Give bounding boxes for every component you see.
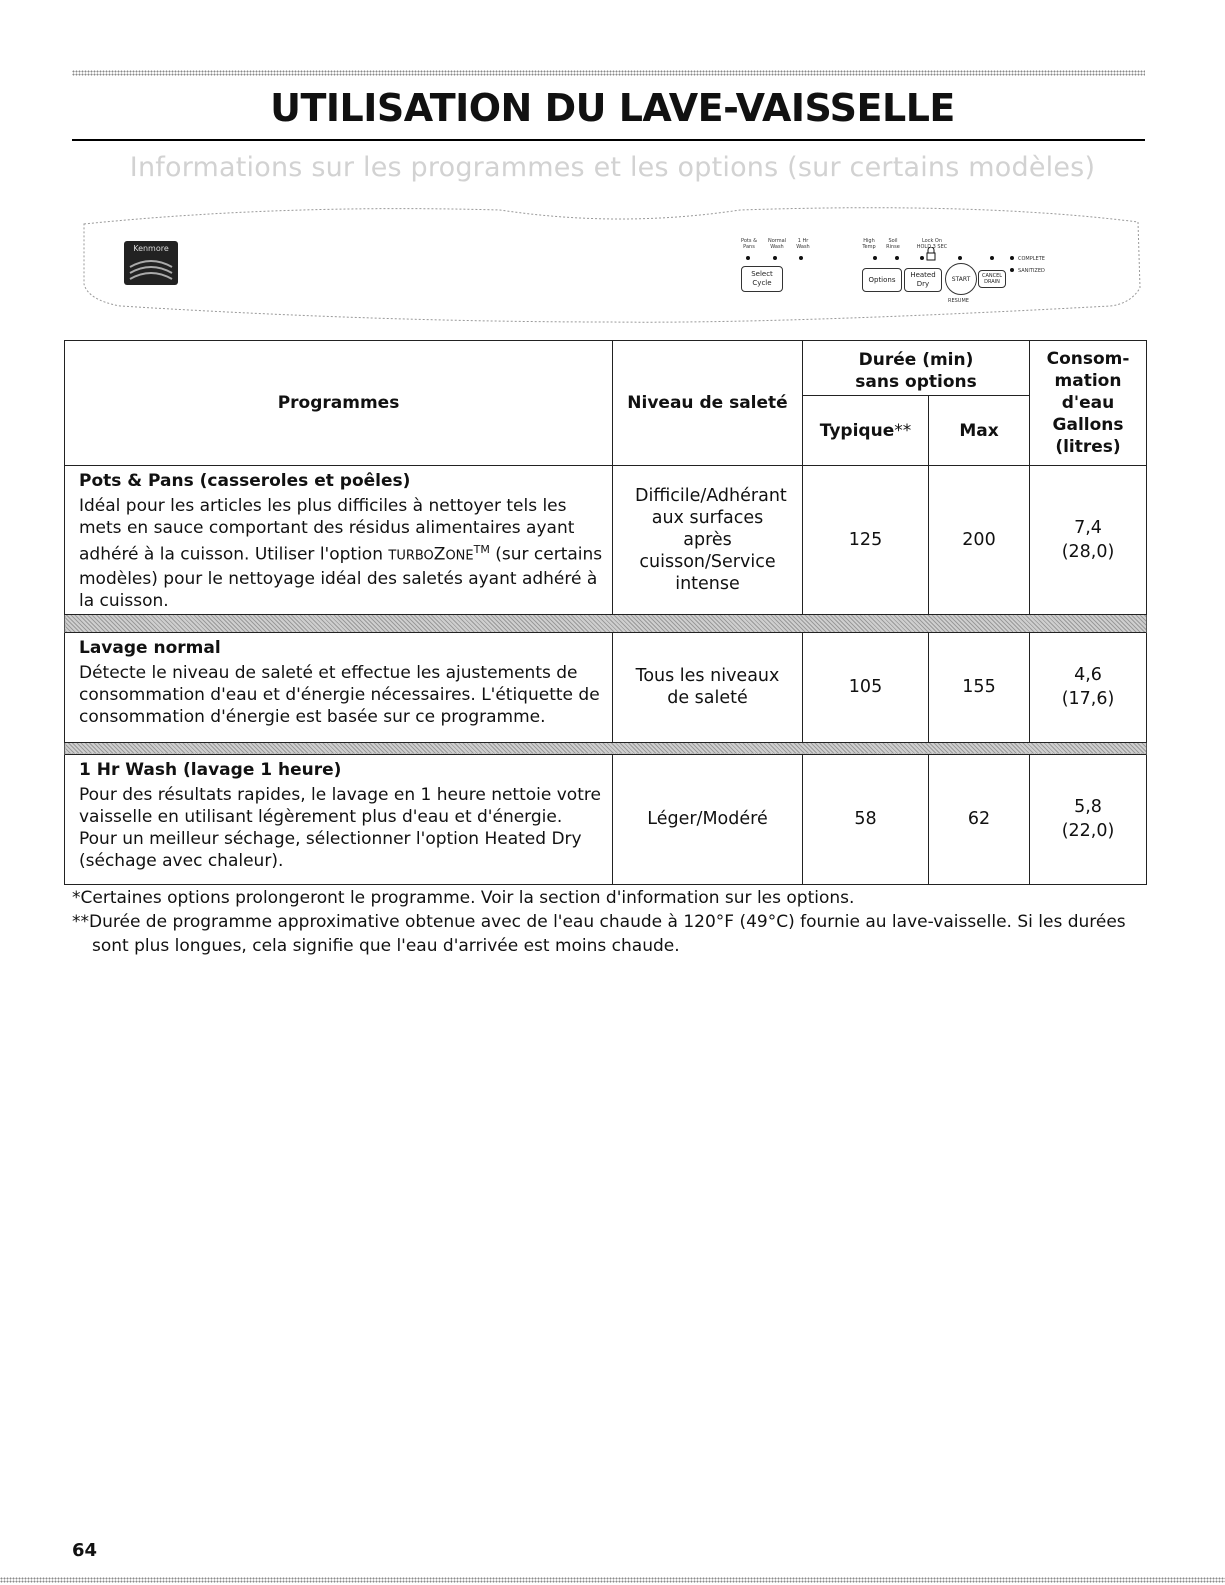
row-1hr-max: 62 (929, 754, 1030, 884)
row-separator (65, 614, 1147, 632)
lock-icon (926, 247, 936, 261)
row-normal-max: 155 (929, 632, 1030, 742)
row-1hr-gallons: 5,8 (1074, 797, 1102, 818)
footnote-2: **Durée de programme approximative obtenue avec de l'eau chaude à 120°F (49°C) fournie au lave-vaisselle. Si les durées sont plus longues, cela signifie que l'eau d'arrivée est moins chaude. (72, 912, 1126, 956)
row-1hr-litres: (22,0) (1061, 821, 1115, 842)
header-duree-label: Durée (min) sans options (855, 350, 977, 392)
heated-dry-button[interactable]: Heated Dry (904, 268, 942, 292)
table-row (65, 632, 1147, 742)
header-typique-label: Typique (819, 420, 895, 441)
indicator-5 (990, 256, 994, 260)
row-normal-litres: (17,6) (1061, 689, 1115, 710)
indicator-4 (958, 256, 962, 260)
row-normal-niveau: Tous les niveaux de saleté (613, 632, 803, 742)
page-number: 64 (72, 1540, 98, 1561)
complete-indicator (1010, 256, 1014, 260)
row-pots-pans-desc (65, 466, 613, 615)
cycle-label-normal: Normal Wash (767, 238, 787, 250)
header-conso (1030, 341, 1147, 466)
row-normal-gallons: 4,6 (1074, 665, 1102, 686)
row-pots-pans-text: Idéal pour les articles les plus difficiles à nettoyer tels les mets en sauce comportant des résidus alimentaires ayant adhéré à la cuisson. Utiliser l'option TURBOZONE™ (sur certains modèles) pour le nettoyage idéal des saletés ayant adhéré à la cuisson. (79, 496, 603, 611)
option-indicator-3 (920, 256, 924, 260)
row-normal-text: Détecte le niveau de saleté et effectue les ajustements de consommation d'eau et d'énergie nécessaires. L'étiquette de consommation d'énergie est basée sur ce programme. (79, 662, 600, 727)
cycle-indicator-2 (773, 256, 777, 260)
row-normal-typique: 105 (803, 632, 929, 742)
title-underline (72, 139, 1145, 141)
table-row (65, 466, 1147, 615)
row-1hr-typique: 58 (803, 754, 929, 884)
cycle-label-1hr: 1 Hr Wash (796, 238, 810, 250)
resume-label: RESUME (948, 298, 969, 304)
row-1hr-desc (65, 754, 613, 884)
option-label-soil-rinse: Soil Rinse (886, 238, 900, 250)
row-separator (65, 742, 1147, 754)
row-1hr-conso (1030, 754, 1147, 884)
section-subtitle: Informations sur les programmes et les options (sur certains modèles) (129, 152, 1096, 183)
bottom-dotted-rule (0, 1577, 1225, 1583)
cycle-indicator-3 (799, 256, 803, 260)
header-max: Max (929, 396, 1030, 466)
option-indicator-1 (873, 256, 877, 260)
header-typique-mark: ** (894, 420, 912, 441)
cycle-indicator-1 (746, 256, 750, 260)
row-1hr-niveau: Léger/Modéré (613, 754, 803, 884)
row-pots-pans-typique: 125 (803, 466, 929, 615)
row-normal-conso (1030, 632, 1147, 742)
row-pots-pans-conso (1030, 466, 1147, 615)
complete-label: COMPLETE (1018, 256, 1045, 262)
cycle-label-pots-pans: Pots & Pans (741, 238, 757, 250)
row-normal-desc (65, 632, 613, 742)
row-pots-pans-niveau: Difficile/Adhérant aux surfaces après cuisson/Service intense (613, 466, 803, 615)
row-pots-pans-litres: (28,0) (1061, 541, 1115, 562)
table-row (65, 754, 1147, 884)
option-indicator-2 (895, 256, 899, 260)
top-dotted-rule (72, 70, 1145, 76)
footnote-1: *Certaines options prolongeront le programme. Voir la section d'information sur les options. (72, 888, 855, 908)
header-typique (803, 396, 929, 466)
header-conso-label: Consom- mation d'eau Gallons (litres) (1046, 349, 1130, 457)
program-table (64, 340, 1147, 885)
start-button[interactable] (945, 263, 977, 295)
row-1hr-text: Pour des résultats rapides, le lavage en 1 heure nettoie votre vaisselle en utilisant légèrement plus d'eau et d'énergie. Pour un meilleur séchage, sélectionner l'option Heated Dry (séchage avec chaleur). (79, 784, 601, 871)
start-button-label: START (951, 275, 971, 283)
control-panel-illustration (80, 196, 1145, 330)
kenmore-logo: Kenmore (124, 241, 178, 285)
select-cycle-button[interactable]: Select Cycle (741, 266, 783, 292)
option-label-lock: Lock On HOLD 3 SEC (916, 238, 948, 250)
option-label-high-temp: High Temp (862, 238, 876, 250)
footnotes (72, 886, 1142, 958)
options-button[interactable]: Options (862, 268, 902, 292)
sanitized-indicator (1010, 268, 1014, 272)
cancel-drain-button[interactable]: CANCEL DRAIN (978, 270, 1006, 288)
header-programmes: Programmes (65, 341, 613, 466)
row-pots-pans-name: Pots & Pans (casseroles et poêles) (79, 471, 411, 491)
page-title: UTILISATION DU LAVE-VAISSELLE (270, 86, 955, 130)
row-pots-pans-max: 200 (929, 466, 1030, 615)
row-normal-name: Lavage normal (79, 637, 221, 658)
row-pots-pans-gallons: 7,4 (1074, 517, 1102, 538)
sanitized-label: SANITIZED (1018, 268, 1045, 274)
header-niveau: Niveau de saleté (613, 341, 803, 466)
row-1hr-name: 1 Hr Wash (lavage 1 heure) (79, 759, 342, 780)
header-duree (803, 341, 1030, 396)
